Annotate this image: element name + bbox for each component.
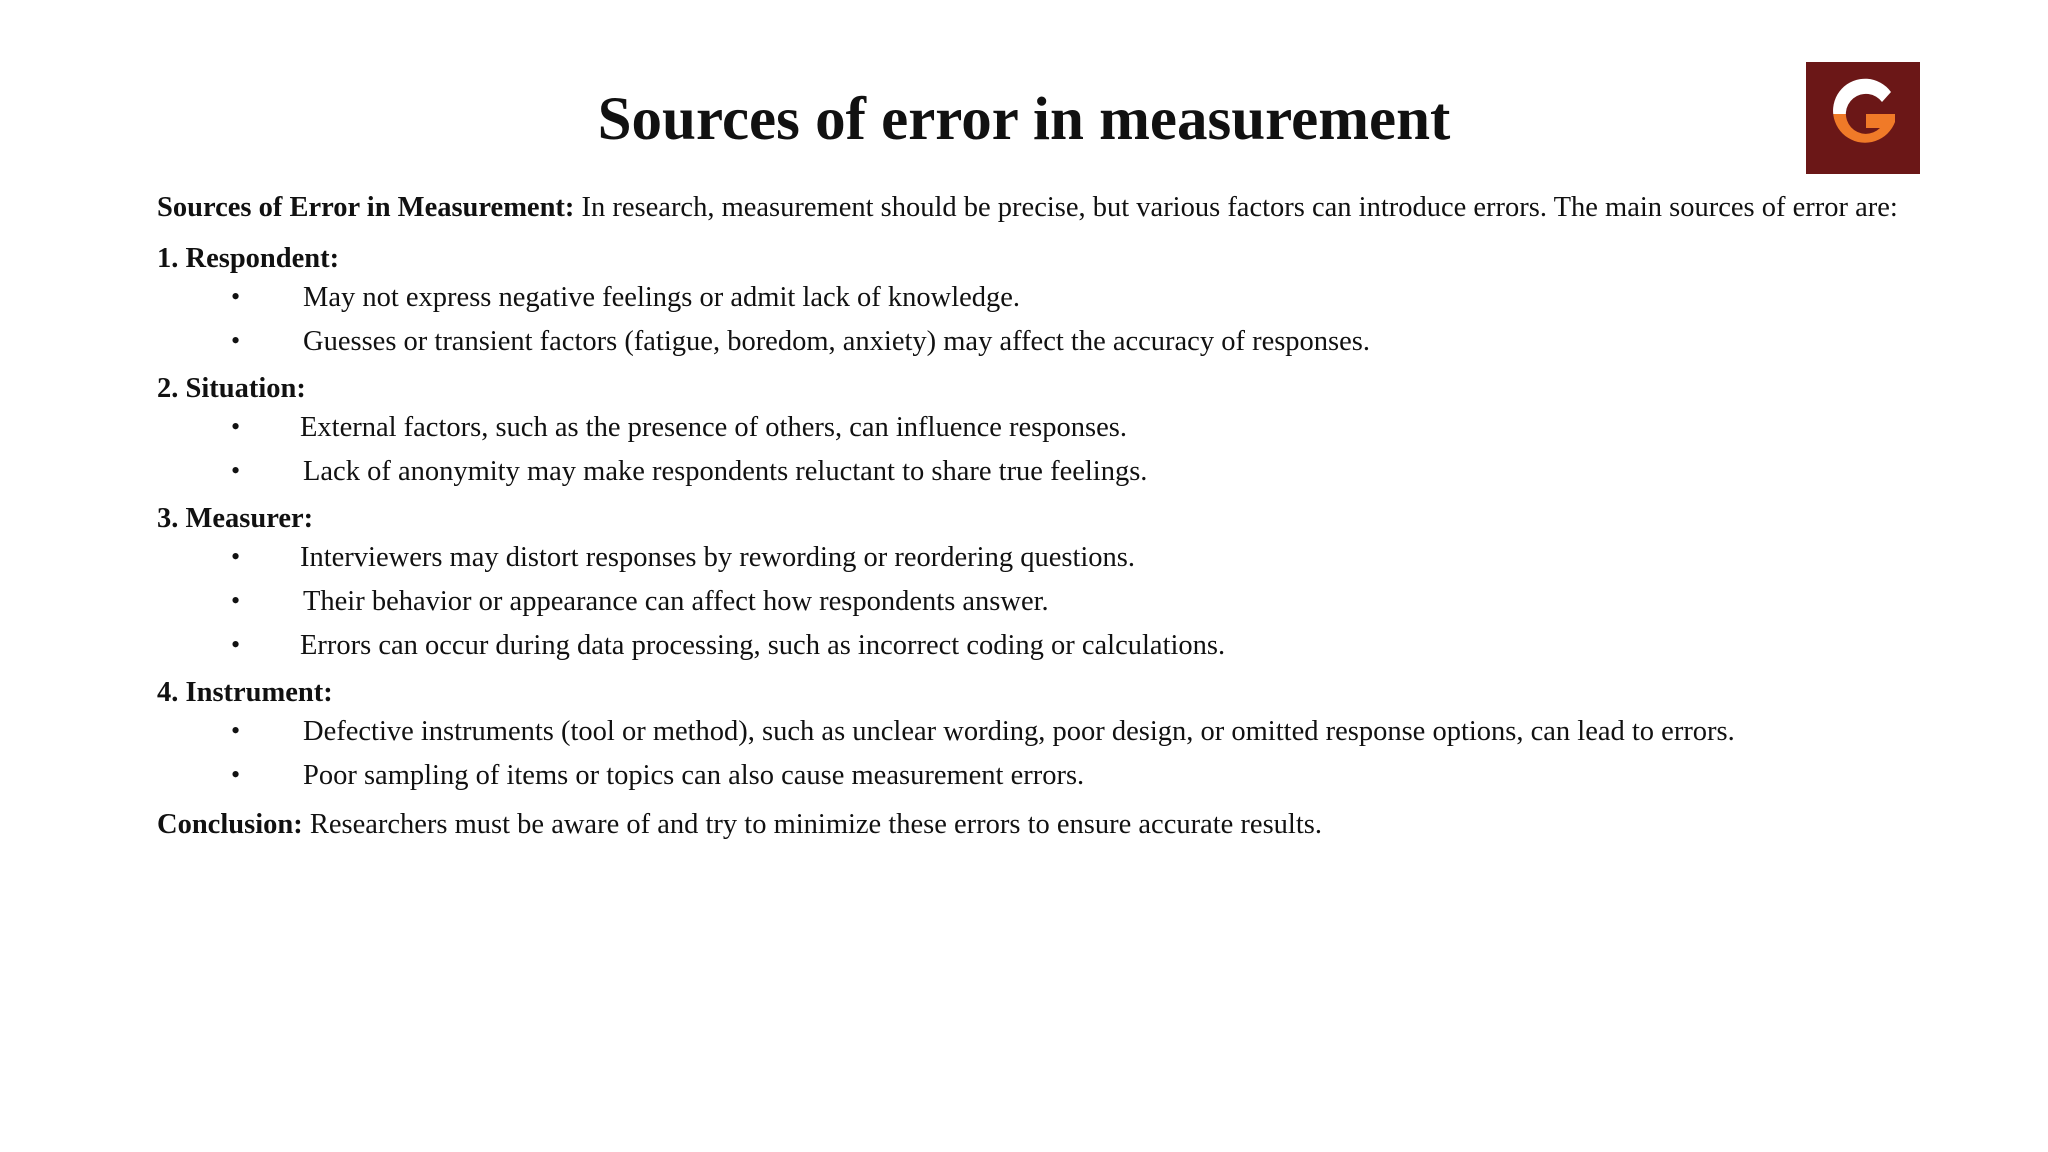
page-title: Sources of error in measurement — [597, 86, 1451, 153]
bullet-icon: • — [231, 716, 241, 745]
bullet-list — [157, 406, 1917, 494]
bullet-icon: • — [231, 586, 241, 615]
bullet-icon: • — [231, 456, 241, 485]
bullet-text: Interviewers may distort responses by rewording or reordering questions. — [300, 542, 1136, 573]
bullet-list — [157, 276, 1917, 364]
bullet-text: Poor sampling of items or topics can also cause measurement errors. — [303, 760, 1085, 791]
intro-paragraph — [157, 192, 1917, 224]
section-instrument — [157, 676, 1917, 798]
list-item — [157, 754, 1917, 798]
bullet-text: External factors, such as the presence of others, can influence responses. — [300, 412, 1127, 443]
intro-text: In research, measurement should be precise, but various factors can introduce errors. The main sources of error are: — [574, 192, 1898, 223]
list-item — [157, 536, 1917, 580]
conclusion-label: Conclusion: — [157, 809, 303, 840]
bullet-icon: • — [231, 760, 241, 789]
slide-body — [157, 192, 1917, 842]
bullet-icon: • — [231, 282, 241, 311]
g-logo-icon — [1806, 62, 1920, 174]
bullet-icon: • — [231, 326, 241, 355]
list-item — [157, 450, 1917, 494]
list-item — [157, 710, 1917, 754]
section-heading: 3. Measurer: — [157, 503, 314, 534]
list-item — [157, 276, 1917, 320]
conclusion-text: Researchers must be aware of and try to minimize these errors to ensure accurate results. — [302, 809, 1322, 840]
bullet-text: May not express negative feelings or admit lack of knowledge. — [303, 282, 1021, 313]
section-heading: 2. Situation: — [157, 373, 306, 404]
bullet-text: Lack of anonymity may make respondents reluctant to share true feelings. — [303, 456, 1148, 487]
intro-label: Sources of Error in Measurement: — [157, 192, 575, 223]
bullet-list — [157, 536, 1917, 668]
bullet-list — [157, 710, 1917, 798]
bullet-text: Their behavior or appearance can affect how respondents answer. — [303, 586, 1049, 617]
bullet-text: Errors can occur during data processing, such as incorrect coding or calculations. — [300, 630, 1226, 661]
list-item — [157, 406, 1917, 450]
bullet-text: Defective instruments (tool or method), such as unclear wording, poor design, or omitted response options, can lead to errors. — [303, 716, 1735, 747]
section-heading: 1. Respondent: — [157, 243, 340, 274]
bullet-icon: • — [231, 630, 241, 659]
conclusion-paragraph — [157, 808, 1917, 842]
section-respondent — [157, 242, 1917, 364]
list-item — [157, 580, 1917, 624]
bullet-icon: • — [231, 412, 241, 441]
section-measurer — [157, 502, 1917, 668]
section-heading: 4. Instrument: — [157, 677, 333, 708]
section-situation — [157, 372, 1917, 494]
list-item — [157, 624, 1917, 668]
bullet-text: Guesses or transient factors (fatigue, boredom, anxiety) may affect the accuracy of responses. — [303, 326, 1371, 357]
list-item — [157, 320, 1917, 364]
bullet-icon: • — [231, 542, 241, 571]
